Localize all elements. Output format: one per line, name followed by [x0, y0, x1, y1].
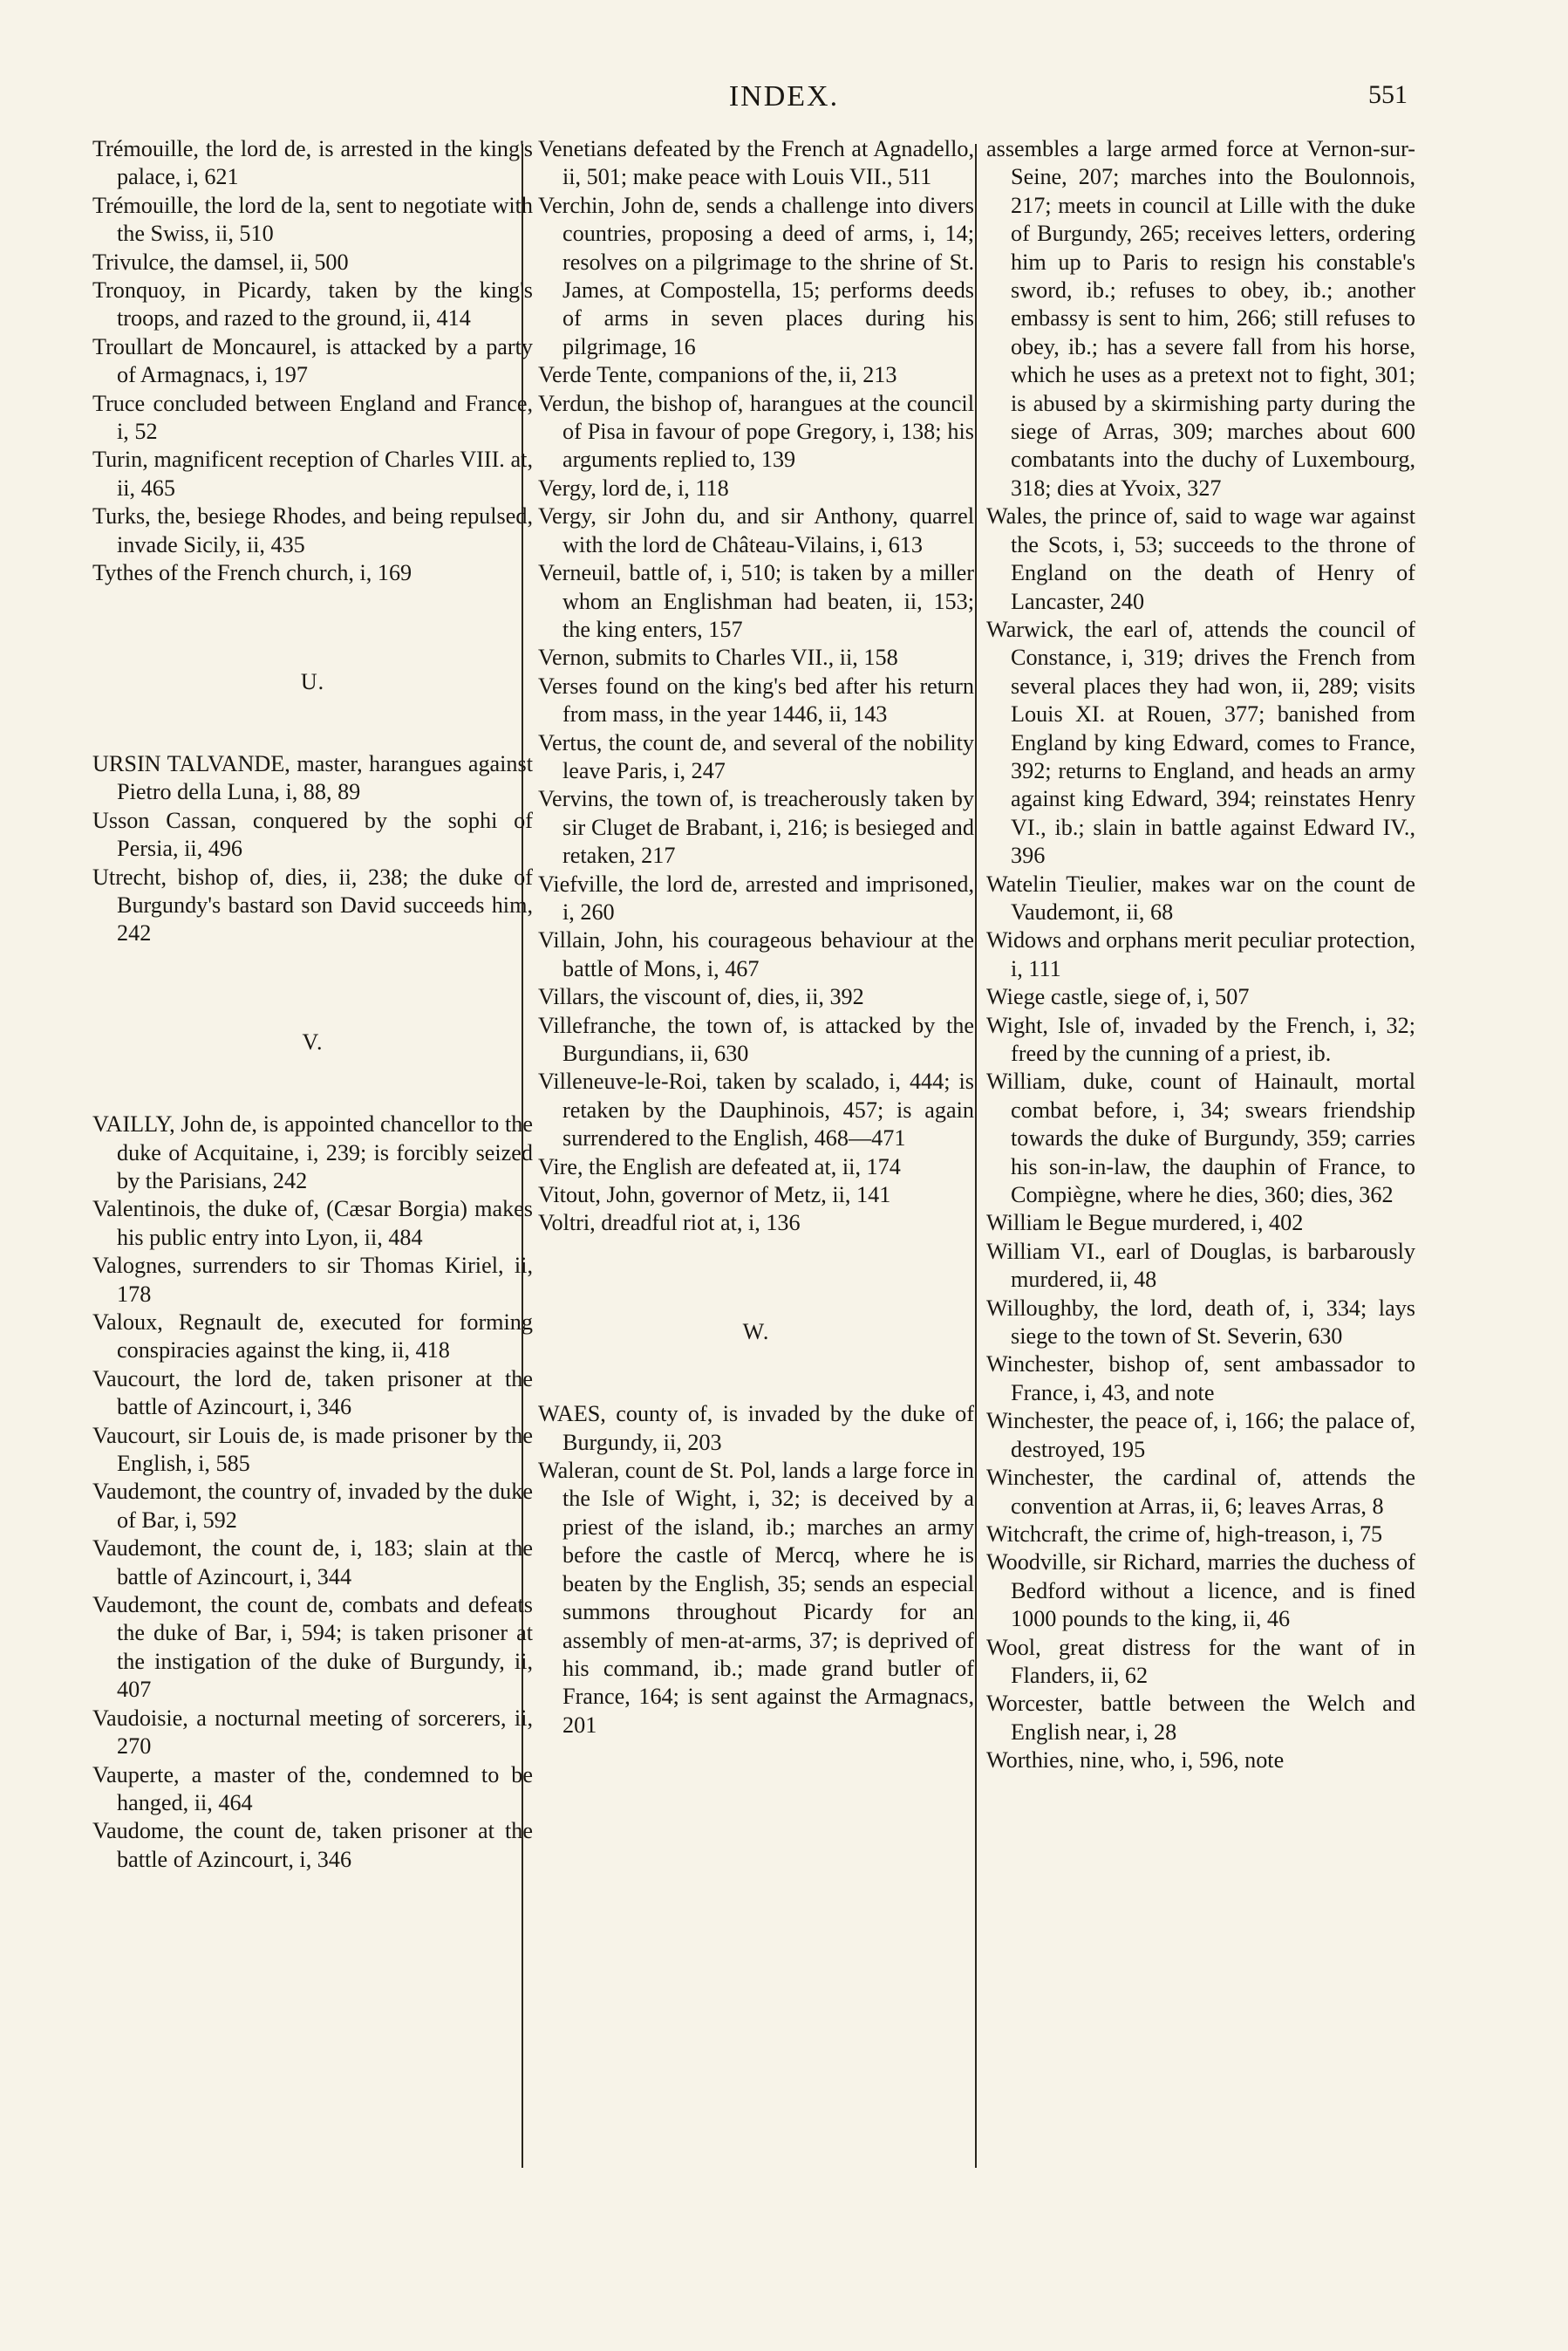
index-entry: Vire, the English are defeated at, ii, 174 — [538, 1153, 901, 1179]
index-entry: Utrecht, bishop of, dies, ii, 238; the duke of Burgundy's bastard son David succeeds him, 242 — [92, 864, 533, 947]
index-entry: Vauperte, a master of the, condemned to be hanged, ii, 464 — [92, 1761, 533, 1815]
index-entry: Viefville, the lord de, arrested and imprisoned, i, 260 — [538, 871, 974, 925]
index-entry: Worcester, battle between the Welch and English near, i, 28 — [986, 1691, 1415, 1745]
index-entry: Trivulce, the damsel, ii, 500 — [92, 249, 349, 275]
index-entry: VAILLY, John de, is appointed chancellor to the duke of Acquitaine, i, 239; is forcibly seized by the Parisians, 242 — [92, 1111, 533, 1193]
index-entry: Wool, great distress for the want of in Flanders, ii, 62 — [986, 1634, 1415, 1688]
index-entry: Tronquoy, in Picardy, taken by the king's troops, and razed to the ground, ii, 414 — [92, 277, 533, 331]
index-entry: Venetians defeated by the French at Agnadello, ii, 501; make peace with Louis VII., 511 — [538, 136, 974, 190]
index-entry: Verdun, the bishop of, harangues at the council of Pisa in favour of pope Gregory, i, 138; his arguments replied to, 139 — [538, 390, 974, 473]
index-entry: Turks, the, besiege Rhodes, and being repulsed, invade Sicily, ii, 435 — [92, 503, 533, 557]
index-entry: Voltri, dreadful riot at, i, 136 — [538, 1210, 801, 1236]
index-entry: Vitout, John, governor of Metz, ii, 141 — [538, 1182, 891, 1208]
index-entry: Vaucourt, sir Louis de, is made prisoner by the English, i, 585 — [92, 1422, 533, 1477]
index-entry: Vaucourt, the lord de, taken prisoner at the battle of Azincourt, i, 346 — [92, 1365, 533, 1420]
index-entry: Warwick, the earl of, attends the council of Constance, i, 319; drives the French from several places they had won, ii, 289; visits Louis XI. at Rouen, 377; banished from England by king Edward, comes to France, 392; returns to England, and heads an army against king Edward, 394; reinstates Henry VI., ib.; slain in battle against Edward IV., 396 — [986, 616, 1415, 869]
index-entry: URSIN TALVANDE, master, harangues against Pietro della Luna, i, 88, 89 — [92, 750, 533, 805]
index-entry: Vaudemont, the count de, i, 183; slain at the battle of Azincourt, i, 344 — [92, 1535, 533, 1589]
index-entry: William, duke, count of Hainault, mortal combat before, i, 34; swears friendship towards the duke of Burgundy, 359; carries his son-in-law, the dauphin of France, to Compiègne, where he dies, 360; dies, 362 — [986, 1069, 1415, 1208]
index-entry: assembles a large armed force at Vernon-sur-Seine, 207; marches into the Boulonnois, 217; meets in council at Lille with the duke of Burgundy, 265; receives letters, ordering him up to Paris to resign his constable's sword, ib.; refuses to obey, ib.; another embassy is sent to him, 266; still refuses to obey, ib.; has a severe fall from his horse, which he uses as a pretext not to fight, 301; is abused by a skirmishing party during the siege of Arras, 309; marches about 600 combatants into the duchy of Luxembourg, 318; dies at Yvoix, 327 — [986, 136, 1415, 501]
index-entry: Vernon, submits to Charles VII., ii, 158 — [538, 645, 898, 671]
index-entry: Vervins, the town of, is treacherously taken by sir Cluget de Brabant, i, 216; is besieged and retaken, 217 — [538, 786, 974, 869]
index-entry: Turin, magnificent reception of Charles VIII. at, ii, 465 — [92, 447, 533, 501]
index-entry: Wight, Isle of, invaded by the French, i, 32; freed by the cunning of a priest, ib. — [986, 1012, 1415, 1066]
index-entry: Valoux, Regnault de, executed for forming conspiracies against the king, ii, 418 — [92, 1309, 533, 1363]
index-entry: Woodville, sir Richard, marries the duchess of Bedford without a licence, and is fined 1000 pounds to the king, ii, 46 — [986, 1549, 1415, 1632]
index-entry: Verde Tente, companions of the, ii, 213 — [538, 362, 897, 388]
index-entry: Valognes, surrenders to sir Thomas Kiriel, ii, 178 — [92, 1253, 533, 1307]
section-letter-heading: V. — [302, 1029, 324, 1055]
index-entry: Watelin Tieulier, makes war on the count de Vaudemont, ii, 68 — [986, 871, 1415, 925]
index-entry: Villars, the viscount of, dies, ii, 392 — [538, 984, 864, 1010]
index-entry: Verchin, John de, sends a challenge into divers countries, proposing a deed of arms, i, 14; resolves on a pilgrimage to the shrine of St. James, at Compostella, 15; performs deeds of arms in seven places during his pilgrimage, 16 — [538, 192, 974, 359]
index-entry: Winchester, the peace of, i, 166; the palace of, destroyed, 195 — [986, 1408, 1415, 1462]
section-letter-heading: W. — [742, 1318, 770, 1344]
page-header — [0, 80, 1568, 124]
index-entry: Truce concluded between England and France, i, 52 — [92, 390, 533, 445]
index-entry: Trémouille, the lord de la, sent to negotiate with the Swiss, ii, 510 — [92, 192, 533, 247]
index-entry: Vaudoisie, a nocturnal meeting of sorcerers, ii, 270 — [92, 1705, 533, 1760]
page-number: 551 — [1368, 80, 1408, 109]
index-entry: Widows and orphans merit peculiar protection, i, 111 — [986, 927, 1415, 981]
index-entry: Troullart de Moncaurel, is attacked by a party of Armagnacs, i, 197 — [92, 333, 533, 388]
index-entry: Waleran, count de St. Pol, lands a large force in the Isle of Wight, i, 32; is deceived by a priest of the island, ib.; marches an army before the castle of Mercq, where he is beaten by the English, 35; sends an especial summons throughout Picardy for an assembly of men-at-arms, 37; is deprived of his command, ib.; made grand butler of France, 164; is sent against the Armagnacs, 201 — [538, 1458, 974, 1738]
page-title: INDEX. — [728, 80, 840, 113]
index-entry: William le Begue murdered, i, 402 — [986, 1210, 1304, 1236]
index-entry: Vaudemont, the country of, invaded by the duke of Bar, i, 592 — [92, 1479, 533, 1533]
index-entry: Vaudome, the count de, taken prisoner at the battle of Azincourt, i, 346 — [92, 1818, 533, 1872]
index-entry: WAES, county of, is invaded by the duke of Burgundy, ii, 203 — [538, 1401, 974, 1455]
section-letter-heading: U. — [300, 668, 325, 694]
index-entry: William VI., earl of Douglas, is barbarously murdered, ii, 48 — [986, 1238, 1415, 1293]
index-entry: Verses found on the king's bed after his return from mass, in the year 1446, ii, 143 — [538, 673, 974, 728]
index-entry: Villeneuve-le-Roi, taken by scalado, i, 444; is retaken by the Dauphinois, 457; is again surrendered to the English, 468—471 — [538, 1069, 974, 1152]
index-entry: Worthies, nine, who, i, 596, note — [986, 1747, 1285, 1774]
index-entry: Vergy, sir John du, and sir Anthony, quarrel with the lord de Château-Vilains, i, 613 — [538, 503, 974, 557]
index-entry: Wales, the prince of, said to wage war against the Scots, i, 53; succeeds to the throne of England on the death of Henry of Lancaster, 240 — [986, 503, 1415, 614]
index-entry: Tythes of the French church, i, 169 — [92, 560, 412, 586]
index-column-3 — [986, 135, 1415, 1775]
column-divider — [975, 144, 977, 2168]
index-entry: Villain, John, his courageous behaviour at the battle of Mons, i, 467 — [538, 927, 974, 981]
index-entry: Valentinois, the duke of, (Cæsar Borgia) makes his public entry into Lyon, ii, 484 — [92, 1196, 533, 1250]
index-entry: Trémouille, the lord de, is arrested in the king's palace, i, 621 — [92, 136, 533, 190]
index-entry: Willoughby, the lord, death of, i, 334; lays siege to the town of St. Severin, 630 — [986, 1295, 1415, 1350]
index-entry: Witchcraft, the crime of, high-treason, i, 75 — [986, 1521, 1383, 1547]
index-entry: Vergy, lord de, i, 118 — [538, 475, 729, 501]
index-entry: Usson Cassan, conquered by the sophi of Persia, ii, 496 — [92, 807, 533, 862]
index-entry: Winchester, the cardinal of, attends the convention at Arras, ii, 6; leaves Arras, 8 — [986, 1465, 1415, 1519]
index-entry: Wiege castle, siege of, i, 507 — [986, 984, 1250, 1010]
index-column-2 — [538, 135, 974, 1739]
index-entry: Vertus, the count de, and several of the nobility leave Paris, i, 247 — [538, 729, 974, 783]
index-entry: Vaudemont, the count de, combats and defeats the duke of Bar, i, 594; is taken prisoner at the instigation of the duke of Burgundy, ii, 407 — [92, 1592, 533, 1703]
index-column-1 — [92, 135, 533, 1874]
index-entry: Verneuil, battle of, i, 510; is taken by a miller whom an Englishman had beaten, ii, 153; the king enters, 157 — [538, 560, 974, 642]
index-entry: Winchester, bishop of, sent ambassador to France, i, 43, and note — [986, 1351, 1415, 1405]
index-entry: Villefranche, the town of, is attacked by the Burgundians, ii, 630 — [538, 1012, 974, 1066]
